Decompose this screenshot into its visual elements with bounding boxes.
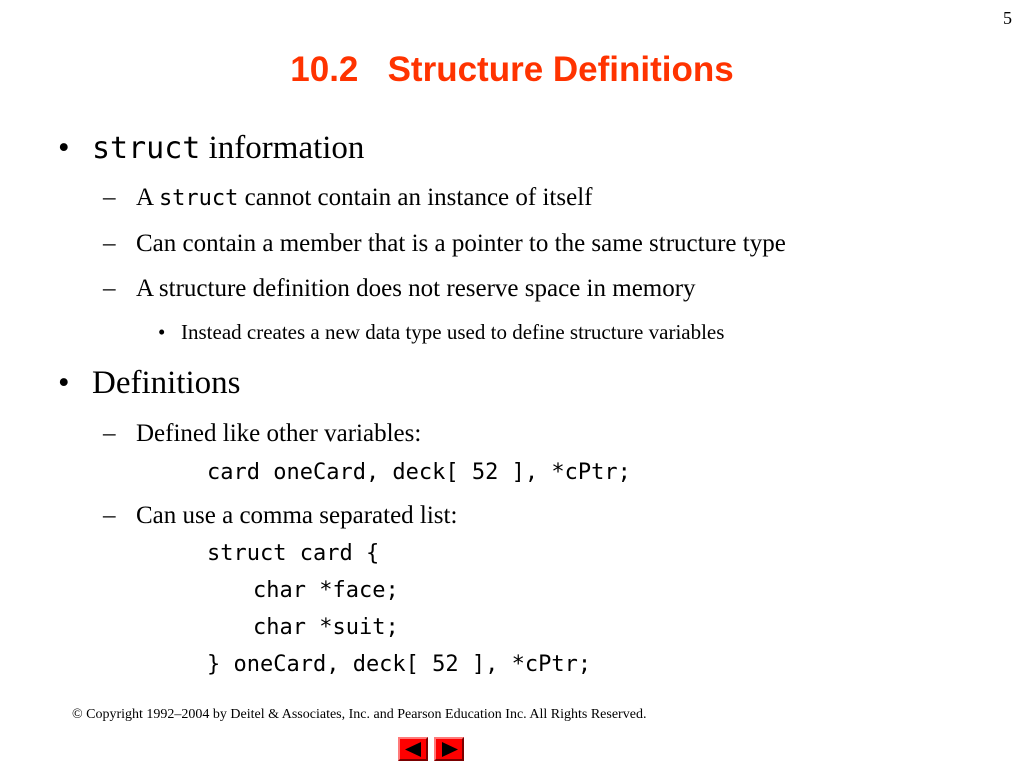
sub-bullet-defined-like-variables [103,420,421,448]
bullet-text: information [200,130,365,166]
sub-sub-bullet-text: Instead creates a new data type used to define structure variables [181,320,725,344]
slide-title: 10.2 Structure Definitions [290,50,734,89]
code-line-declaration: card oneCard, deck[ 52 ], *cPtr; [207,460,631,485]
code-line-struct-close: } oneCard, deck[ 52 ], *cPtr; [207,652,592,677]
bullet-symbol: • [58,365,70,401]
triangle-right-icon [441,742,458,757]
sub-bullet-text: Can contain a member that is a pointer to the same structure type [136,230,786,257]
copyright-footer: © Copyright 1992–2004 by Deitel & Associates, Inc. and Pearson Education Inc. All Rights Reserved. [72,707,647,722]
sub-bullet-dash: – [103,275,116,302]
code-line-suit-member: char *suit; [253,615,399,640]
sub-bullet-dash: – [103,184,116,211]
sub-bullet-no-memory [103,275,696,303]
sub-bullet-dash: – [103,420,116,447]
bullet-definitions [58,365,240,402]
sub-bullet-text: Defined like other variables: [136,420,422,447]
bullet-struct-information [58,130,364,167]
sub-bullet-comma-list [103,502,457,530]
sub-bullet-text: Can use a comma separated list: [136,502,458,529]
sub-bullet-pointer-member [103,230,786,258]
previous-slide-button[interactable] [398,737,428,761]
bullet-code-keyword: struct [92,131,201,166]
sub-bullet-dash: – [103,502,116,529]
sub-sub-bullet-dot: • [158,320,166,344]
bullet-text: Definitions [92,365,241,401]
sub-bullet-code-keyword: struct [158,186,239,211]
sub-bullet-text-pre: A [136,184,159,211]
next-slide-button[interactable] [434,737,464,761]
code-line-face-member: char *face; [253,578,399,603]
bullet-symbol: • [58,130,70,166]
sub-sub-bullet-new-type [158,320,724,345]
page-number: 5 [1003,8,1012,28]
code-line-struct-open: struct card { [207,541,380,566]
sub-bullet-text-post: cannot contain an instance of itself [238,184,593,211]
sub-bullet-dash: – [103,230,116,257]
sub-bullet-text: A structure definition does not reserve space in memory [136,275,696,302]
triangle-left-icon [405,742,422,757]
sub-bullet-no-instance [103,184,592,212]
